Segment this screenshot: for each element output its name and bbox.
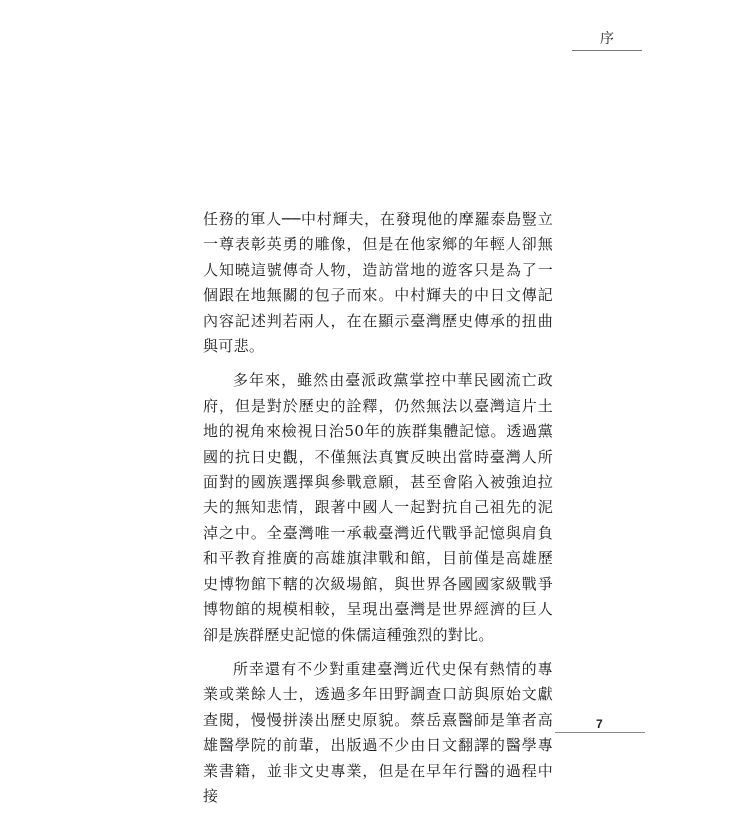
paragraph: 多年來，雖然由臺派政黨掌控中華民國流亡政府，但是對於歷史的詮釋，仍然無法以臺灣這片土地的視角來檢視日治50年的族群集體記憶。透過黨國的抗日史觀，不僅無法真實反映出當時臺灣人所面對的國族選擇與參戰意願，甚至會陷入被強迫拉夫的無知悲情，跟著中國人一起對抗自己祖先的泥淖之中。全臺灣唯一承載臺灣近代戰爭記憶與肩負和平教育推廣的高雄旗津戰和館，目前僅是高雄歷史博物館下轄的次級場館，與世界各國國家級戰爭博物館的規模相較，呈現出臺灣是世界經濟的巨人卻是族群歷史記憶的侏儒這種強烈的對比。 xyxy=(203,371,553,644)
paragraph: 所幸還有不少對重建臺灣近代史保有熱情的專業或業餘人士，透過多年田野調查口訪與原始文獻查閱，慢慢拼湊出歷史原貌。蔡岳熹醫師是筆者高雄醫學院的前輩，出版過不少由日文翻譯的醫學專業書籍，並非文史專業，但是在早年行醫的過程中接 xyxy=(203,659,553,805)
footer-divider xyxy=(555,732,645,733)
page-number: 7 xyxy=(596,717,603,731)
section-title: 序 xyxy=(600,31,615,47)
paragraph: 任務的軍人──中村輝夫，在發現他的摩羅泰島豎立一尊表彰英勇的雕像，但是在他家鄉的年輕人卻無人知曉這號傳奇人物，造訪當地的遊客只是為了一個跟在地無關的包子而來。中村輝夫的中日文傳記內容記述判若兩人，在在顯示臺灣歷史傳承的扭曲與可悲。 xyxy=(203,210,553,356)
body-text xyxy=(203,207,553,818)
header-divider xyxy=(572,50,642,51)
